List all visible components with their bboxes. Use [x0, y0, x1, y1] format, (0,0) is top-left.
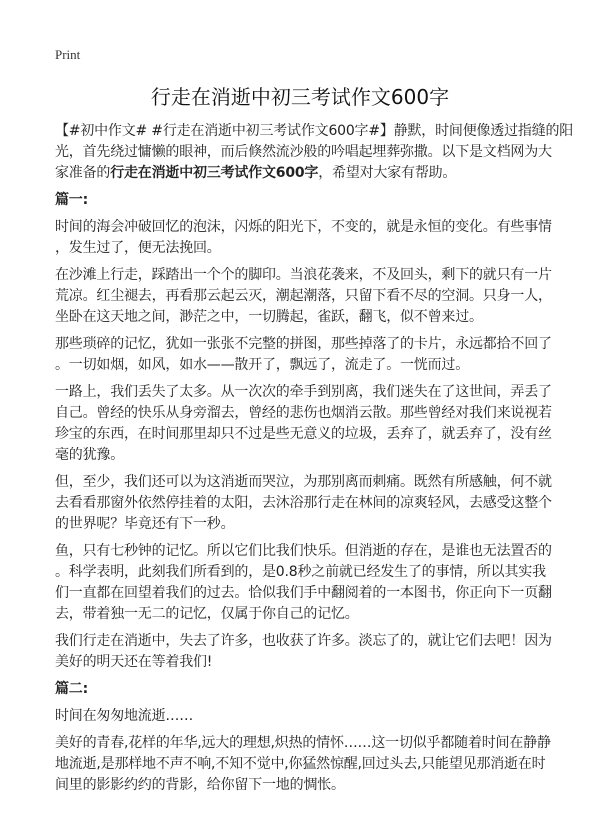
paragraph	[55, 217, 555, 259]
page-title: 行走在消逝中初三考试作文600字	[150, 85, 450, 109]
section-heading-2: 篇二:	[55, 681, 88, 697]
section-1	[55, 217, 555, 673]
text-line: 的世界呢？毕竟还有下一秒。	[55, 516, 235, 532]
paragraph	[55, 706, 555, 727]
paragraph	[55, 382, 555, 466]
intro-paragraph: 【#初中作文# #行走在消逝中初三考试作文600字#】静默，时间便像透过指缝的阳 光，首先绕过慵懒的眼神，而后倏然流沙般的吟唱起埋葬弥撒。以下是文档网为大 家准备的行走在消逝中初三考试作文600字，希望对大家有帮助。	[55, 123, 574, 181]
text-line: 们一直都在回望着我们的过去。恰似我们手中翻阅着的一本图书，你正向下一页翻	[55, 585, 552, 601]
bold-title: 行走在消逝中初三考试作文600字	[110, 165, 319, 181]
text-line: 那些琐碎的记忆，犹如一张张不完整的拼图，那些掉落了的卡片，永远都拾不回了	[55, 336, 552, 352]
text-line: 自己。曾经的快乐从身旁溜去，曾经的悲伤也烟消云散。那些曾经对我们来说视若	[55, 405, 552, 421]
section-heading-1: 篇一:	[55, 192, 88, 208]
tag-label: 【#初中作文# #行走在消逝中初三考试作文600字#】	[55, 123, 394, 139]
article-body	[55, 121, 574, 802]
text-line: 一路上，我们丢失了太多。从一次次的牵手到别离，我们迷失在了这世间，弄丢了	[55, 384, 552, 400]
text-line: 珍宝的东西，在时间那里却只不过是些无意义的垃圾，丢弃了，就丢弃了，没有丝	[55, 426, 552, 442]
paragraph	[55, 631, 555, 673]
text-line: 坐卧在这天地之间，渺茫之中，一切腾起，雀跃，翻飞，似不曾来过。	[55, 309, 483, 325]
text-line: 毫的犹豫。	[55, 447, 124, 463]
text-line: 去看看那窗外依然停挂着的太阳，去沐浴那行走在林间的凉爽轻风，去感受这整个	[55, 495, 552, 511]
text-line: 我们行走在消逝中，失去了许多，也收获了许多。淡忘了的，就让它们去吧！因为	[55, 633, 552, 649]
text-line: 但，至少，我们还可以为这消逝而哭泣，为那别离而刺痛。既然有所感触，何不就	[55, 474, 552, 490]
paragraph	[55, 733, 555, 796]
text-line: 美好的明天还在等着我们!	[55, 654, 213, 670]
text-line: 美好的青春,花样的年华,远大的理想,炽热的情怀……这一切似乎都随着时间在静静	[55, 735, 551, 751]
text-line: 。科学表明，此刻我们所看到的，是0.8秒之前就已经发生了的事情，所以其实我	[55, 564, 546, 580]
text-line: 。一切如烟，如风，如水——散开了，飘远了，流走了。一恍而过。	[55, 357, 469, 373]
paragraph	[55, 265, 555, 328]
text-line: 在沙滩上行走，踩踏出一个个的脚印。当浪花袭来，不及回头，剩下的就只有一片	[55, 267, 552, 283]
text-line: 时间的海会冲破回忆的泡沫，闪烁的阳光下，不变的，就是永恒的变化。有些事情	[55, 219, 552, 235]
print-link[interactable]: Print	[55, 47, 81, 62]
text-line: 间里的影影约约的背影，给你留下一地的惆怅。	[55, 777, 345, 793]
text-line: 地流逝,是那样地不声不响,不知不觉中,你猛然惊醒,回过头去,只能望见那消逝在时	[55, 756, 546, 772]
paragraph	[55, 472, 555, 535]
text-line: ，发生过了，便无法挽回。	[55, 240, 221, 256]
text-line: 时间在匆匆地流逝……	[55, 708, 193, 724]
paragraph	[55, 334, 555, 376]
text-line: 去，带着独一无二的记忆，仅属于你自己的记忆。	[55, 606, 359, 622]
text-line: 鱼，只有七秒钟的记忆。所以它们比我们快乐。但消逝的存在，是谁也无法置否的	[55, 543, 552, 559]
paragraph	[55, 541, 555, 625]
section-2	[55, 706, 555, 796]
text-line: 荒凉。红尘褪去，再看那云起云灭，潮起潮落，只留下看不尽的空洞。只身一人，	[55, 288, 552, 304]
